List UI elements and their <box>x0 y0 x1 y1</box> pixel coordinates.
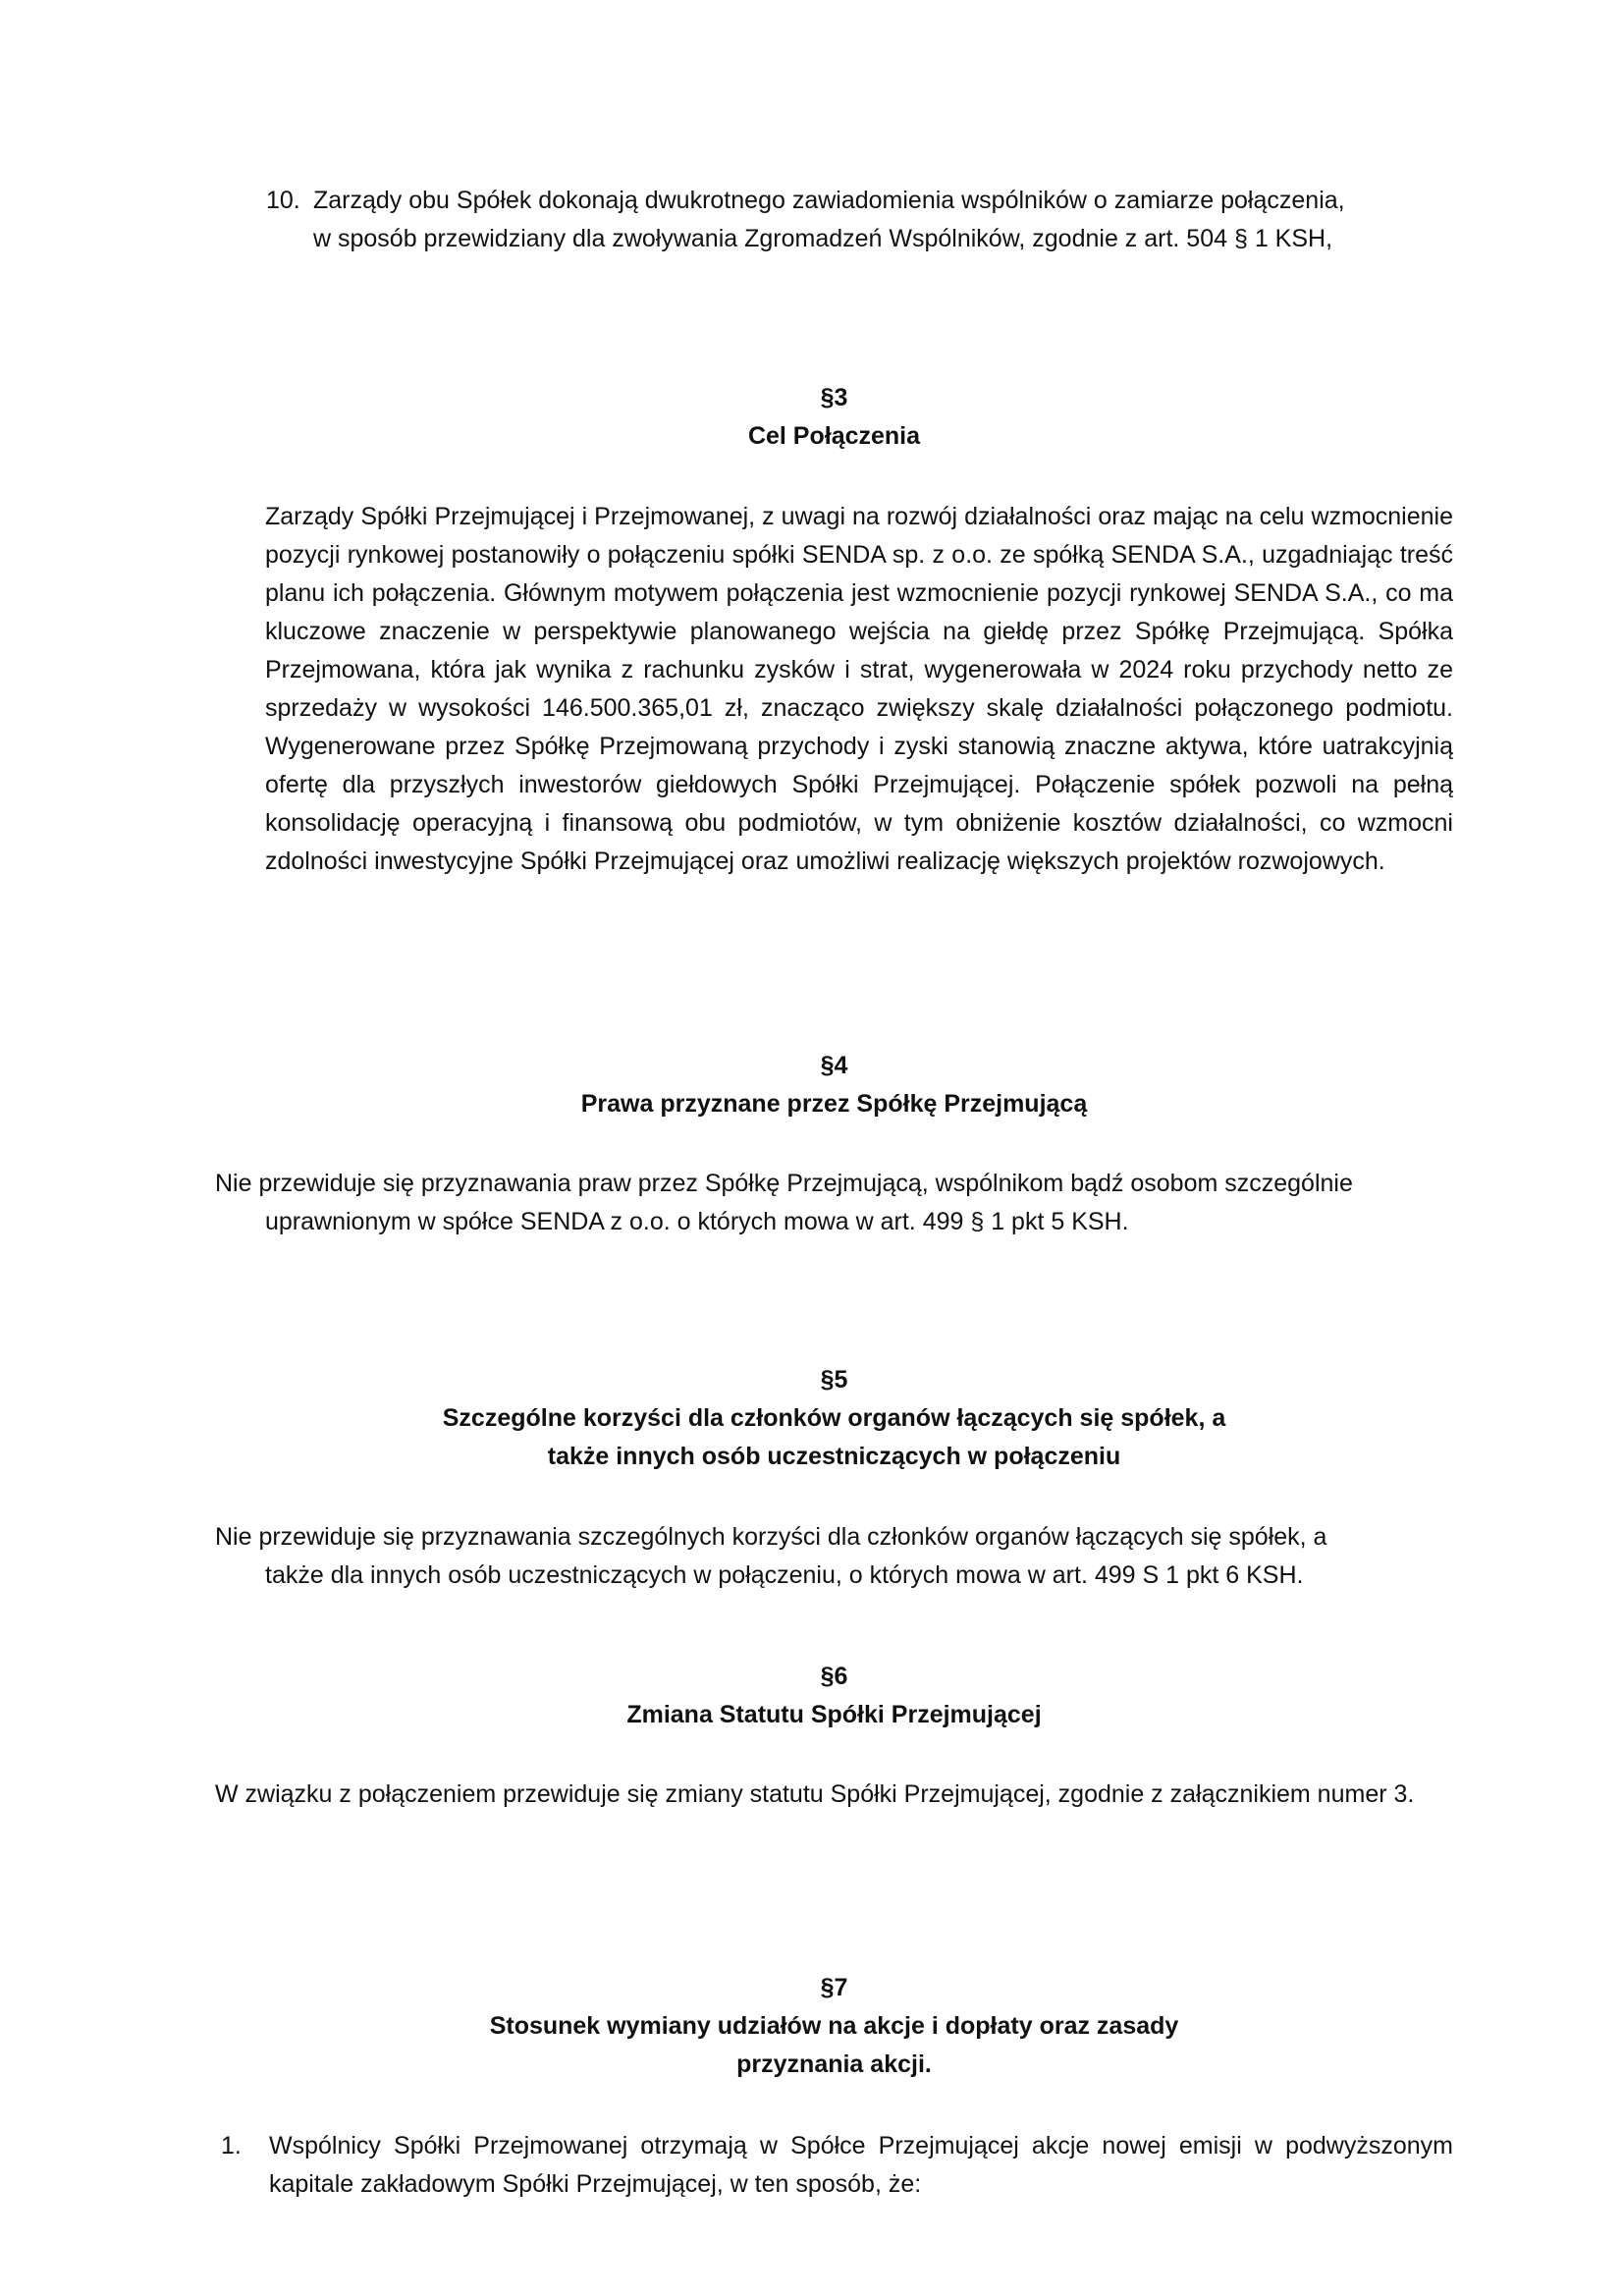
section-body <box>215 1518 1467 1595</box>
section-title-line1: Stosunek wymiany udziałów na akcje i dopłaty oraz zasady <box>489 2012 1179 2040</box>
section-title-line2: przyznania akcji. <box>736 2050 932 2078</box>
section-number: §5 <box>820 1366 848 1394</box>
list-number: 10. <box>266 187 300 214</box>
section-number: §6 <box>820 1663 848 1690</box>
list-item-10 <box>266 182 1464 258</box>
section-title: Zmiana Statutu Spółki Przejmującej <box>626 1701 1042 1728</box>
section-title: Cel Połączenia <box>747 422 921 450</box>
list-item-10-line2: w sposób przewidziany dla zwoływania Zgromadzeń Wspólników, zgodnie z art. 504 § 1 KSH, <box>313 225 1333 252</box>
section-body: Zarządy Spółki Przejmującej i Przejmowanej, z uwagi na rozwój działalności oraz mając na celu wzmocnienie pozycji rynkowej postanowiły o połączeniu spółki SENDA sp. z o.o. ze spółką SENDA S.A., uzgadniając treść planu ich połączenia. Głównym motywem połączenia jest wzmocnienie pozycji rynkowej SENDA S.A., co ma kluczowe znaczenie w perspektywie planowanego wejścia na giełdę przez Spółkę Przejmującą. Spółka Przejmowana, która jak wynika z rachunku zysków i strat, wygenerowała w 2024 roku przychody netto ze sprzedaży w wysokości 146.500.365,01 zł, znacząco zwiększy skalę działalności połączonego podmiotu. Wygenerowane przez Spółkę Przejmowaną przychody i zyski stanowią znaczne aktywa, które uatrakcyjnią ofertę dla przyszłych inwestorów giełdowych Spółki Przejmującej. Połączenie spółek pozwoli na pełną konsolidację operacyjną i finansową obu podmiotów, w tym obniżenie kosztów działalności, co wzmocni zdolności inwestycyjne Spółki Przejmującej oraz umożliwi realizację większych projektów rozwojowych. <box>265 503 1453 875</box>
section-body-line1: Nie przewiduje się przyznawania praw przez Spółkę Przejmującą, wspólnikom bądź osobom szczególnie <box>215 1170 1353 1197</box>
section-body-line2: także dla innych osób uczestniczących w połączeniu, o których mowa w art. 499 S 1 pkt 6 KSH. <box>265 1561 1304 1589</box>
section-body <box>215 1165 1467 1241</box>
section-number: §3 <box>820 384 848 411</box>
section-title-line1: Szczególne korzyści dla członków organów łączących się spółek, a <box>442 1404 1226 1432</box>
list-item-10-line1 <box>266 182 1464 220</box>
list-item-text: Zarządy obu Spółek dokonają dwukrotnego zawiadomienia wspólników o zamiarze połączenia, <box>313 187 1345 214</box>
section-number: §7 <box>820 1974 848 2001</box>
list-item-text: Wspólnicy Spółki Przejmowanej otrzymają w Spółce Przejmującej akcje nowej emisji w podwyższonym kapitale zakładowym Spółki Przejmującej, w ten sposób, że: <box>269 2132 1453 2198</box>
section-body-line1: Nie przewiduje się przyznawania szczególnych korzyści dla członków organów łączących się spółek, a <box>215 1523 1327 1551</box>
section-title: Prawa przyznane przez Spółkę Przejmującą <box>580 1090 1088 1118</box>
section-body-line2: uprawnionym w spółce SENDA z o.o. o których mowa w art. 499 § 1 pkt 5 KSH. <box>265 1208 1129 1235</box>
section-body: W związku z połączeniem przewiduje się zmiany statutu Spółki Przejmującej, zgodnie z załącznikiem numer 3. <box>215 1780 1415 1808</box>
list-item-1 <box>221 2127 1453 2204</box>
section-title-line2: także innych osób uczestniczących w połączeniu <box>547 1443 1121 1470</box>
section-number: §4 <box>820 1052 848 1079</box>
list-number: 1. <box>221 2132 242 2159</box>
